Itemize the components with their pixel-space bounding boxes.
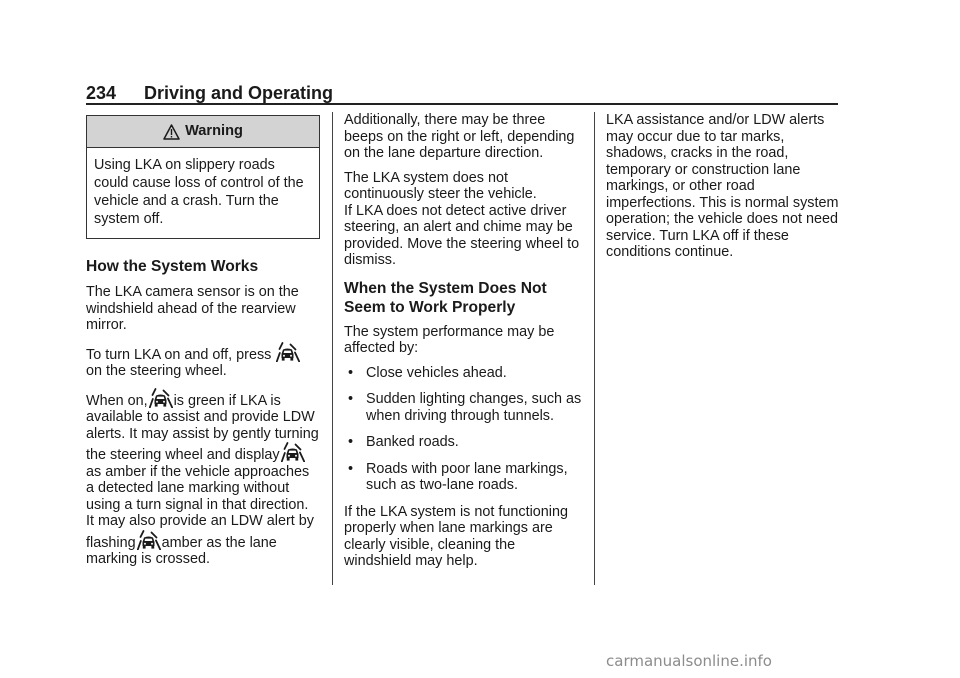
list-item-text: Close vehicles ahead. bbox=[366, 364, 507, 381]
lane-keep-assist-icon bbox=[149, 388, 173, 408]
list-item bbox=[344, 391, 582, 424]
section-heading: When the System Does Not Seem to Work Properly bbox=[344, 279, 547, 316]
page-header bbox=[86, 81, 838, 105]
warning-box bbox=[86, 115, 320, 239]
list-item bbox=[344, 434, 582, 451]
text-run: amber as the lane marking is crossed. bbox=[86, 534, 277, 567]
paragraph: The system performance may be affected by: bbox=[344, 323, 555, 356]
column-3 bbox=[606, 112, 842, 269]
warning-title: Warning bbox=[185, 123, 243, 140]
bullet-list bbox=[344, 365, 582, 494]
text-run: on the steering wheel. bbox=[86, 363, 227, 379]
watermark: carmanualsonline.info bbox=[606, 652, 772, 670]
paragraph bbox=[344, 170, 582, 269]
list-item bbox=[344, 461, 582, 494]
list-item-text: Roads with poor lane markings, such as two-lane roads. bbox=[366, 460, 568, 493]
section-title: Driving and Operating bbox=[144, 83, 334, 103]
list-item bbox=[344, 365, 582, 382]
paragraph: If the LKA system is not functioning properly when lane markings are clearly visible, cleaning the windshield may help. bbox=[344, 503, 568, 569]
list-item-text: Banked roads. bbox=[366, 434, 459, 450]
header-rule bbox=[86, 103, 838, 105]
paragraph: The LKA camera sensor is on the windshield ahead of the rearview mirror. bbox=[86, 284, 299, 333]
column-divider bbox=[332, 112, 333, 585]
paragraph: LKA assistance and/or LDW alerts may occur due to tar marks, shadows, cracks in the road, temporary or construction lane markings, or other road imperfections. This is normal system operation; the vehicle does not need service. Turn LKA off if these conditions continue. bbox=[606, 112, 839, 260]
lane-keep-assist-icon bbox=[137, 530, 161, 550]
bullet-mark: • bbox=[348, 434, 354, 450]
text-run: If LKA does not detect active driver steering, an alert and chime may be provided. Move the steering wheel to dismiss. bbox=[344, 202, 580, 268]
warning-triangle-icon bbox=[163, 124, 180, 140]
paragraph: Additionally, there may be three beeps on the right or left, depending on the lane departure direction. bbox=[344, 112, 575, 161]
warning-header bbox=[87, 116, 319, 148]
list-item-text: Sudden lighting changes, such as when driving through tunnels. bbox=[366, 391, 582, 424]
lane-keep-assist-icon bbox=[276, 342, 300, 362]
text-run: as amber if the vehicle approaches a detected lane marking without using a turn signal in that direction. It may also provide an LDW alert by flashing bbox=[86, 463, 314, 551]
warning-text: Using LKA on slippery roads could cause loss of control of the vehicle and a crash. Turn the system off. bbox=[94, 157, 304, 227]
text-run: The LKA system does not continuously steer the vehicle. bbox=[344, 169, 537, 202]
paragraph bbox=[86, 388, 320, 568]
page-number: 234 bbox=[86, 83, 117, 103]
column-divider bbox=[594, 112, 595, 585]
text-run: To turn LKA on and off, press bbox=[86, 346, 272, 363]
column-2 bbox=[344, 112, 582, 578]
bullet-mark: • bbox=[348, 460, 354, 477]
text-run: When on, bbox=[86, 392, 148, 409]
paragraph bbox=[86, 342, 320, 380]
lane-keep-assist-icon bbox=[281, 442, 305, 462]
bullet-mark: • bbox=[348, 364, 354, 381]
bullet-mark: • bbox=[348, 391, 354, 407]
column-1 bbox=[86, 115, 320, 576]
text-run: is green if LKA is available to assist and provide LDW alerts. It may assist by gently turning the steering wheel and display bbox=[86, 392, 319, 463]
section-heading: How the System Works bbox=[86, 258, 259, 275]
